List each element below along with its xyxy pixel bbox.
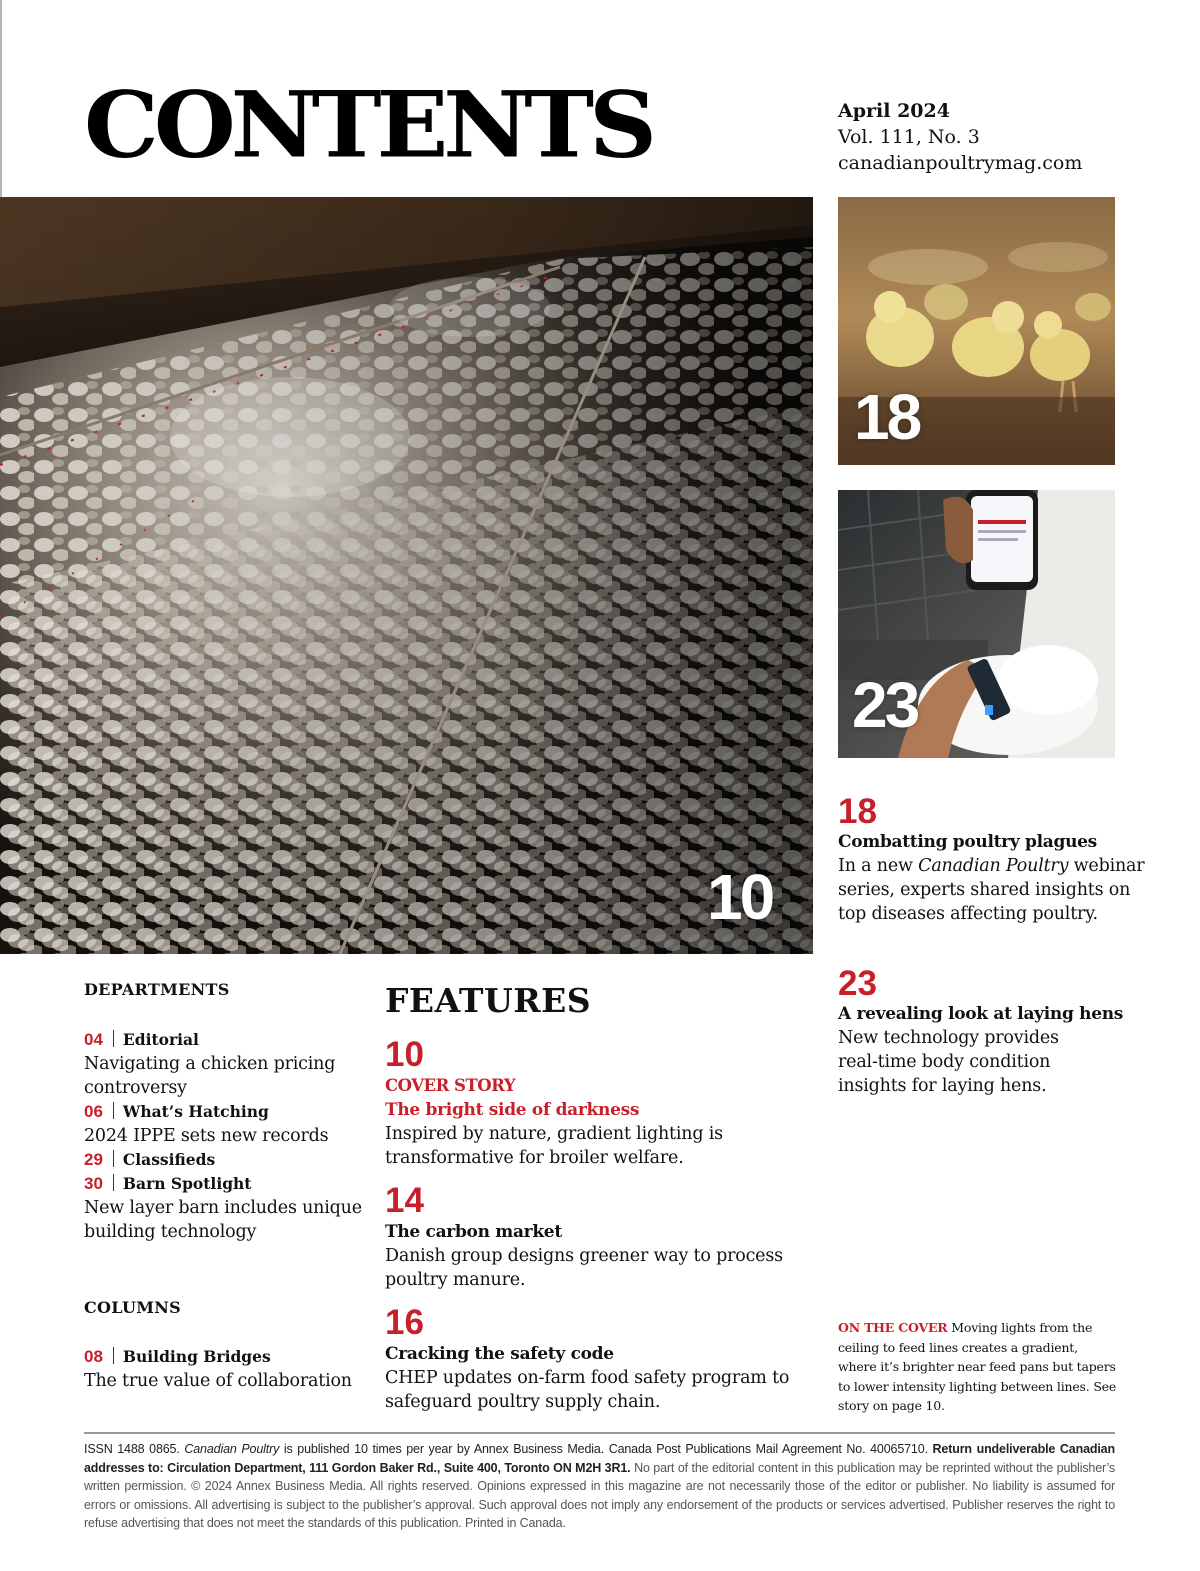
department-page: 29 — [84, 1150, 103, 1169]
columns-list — [84, 1345, 374, 1393]
broiler-barn-image — [0, 197, 813, 954]
description-text: In a new — [838, 856, 919, 876]
feature-item-14[interactable] — [385, 1182, 815, 1292]
departments-list — [84, 1028, 374, 1244]
department-page: 04 — [84, 1030, 103, 1049]
features-title: FEATURES — [385, 981, 592, 1020]
issn-text: ISSN 1488 0865. — [84, 1442, 185, 1456]
column-description: The true value of collaboration — [84, 1371, 352, 1391]
feature-headline: The bright side of darkness — [385, 1100, 640, 1120]
cover-note — [838, 1318, 1118, 1416]
divider — [113, 1150, 114, 1167]
broiler-barn-photo[interactable] — [0, 197, 813, 954]
department-item-classifieds[interactable] — [84, 1148, 374, 1172]
chicks-photo[interactable] — [838, 197, 1115, 465]
feature-page-number-10: 10 — [707, 861, 773, 933]
publication-name: Canadian Poultry — [918, 856, 1069, 876]
department-item-barn-spotlight[interactable] — [84, 1172, 374, 1244]
department-item-whats-hatching[interactable] — [84, 1100, 374, 1148]
divider — [113, 1174, 114, 1191]
feature-headline: Cracking the safety code — [385, 1344, 614, 1364]
column-category: Building Bridges — [122, 1347, 271, 1366]
sidebar-feature-23[interactable] — [838, 966, 1158, 1098]
feature-number: 18 — [838, 792, 877, 831]
department-category: Classifieds — [122, 1150, 216, 1169]
column-page: 08 — [84, 1347, 103, 1366]
published-text: is published 10 times per year by Annex Business Media. Canada Post Publications Mail Agreement No. 40065710. — [279, 1442, 933, 1456]
sidebar-feature-18[interactable] — [838, 794, 1158, 926]
cover-note-label: ON THE COVER — [838, 1320, 948, 1335]
columns-label: COLUMNS — [84, 1298, 181, 1317]
feature-number: 23 — [838, 964, 877, 1003]
department-category: Barn Spotlight — [122, 1174, 252, 1193]
divider — [113, 1102, 114, 1119]
department-item-editorial[interactable] — [84, 1028, 374, 1100]
return-address-text: Return undeliverable Canadian addresses to: Circulation Department, 111 Gordon Baker Rd., Suite 400, Toronto ON M2H 3R1. — [84, 1442, 1115, 1475]
footer-divider — [84, 1432, 1115, 1434]
department-description: New layer barn includes unique building technology — [84, 1198, 362, 1242]
feature-description: Danish group designs greener way to process poultry manure. — [385, 1246, 783, 1290]
departments-label: DEPARTMENTS — [84, 980, 230, 999]
column-item-building-bridges[interactable] — [84, 1345, 374, 1393]
publication-name: Canadian Poultry — [184, 1442, 280, 1456]
feature-number: 10 — [385, 1035, 424, 1074]
feature-description — [838, 854, 1158, 926]
feature-item-16[interactable] — [385, 1304, 815, 1414]
department-description: 2024 IPPE sets new records — [84, 1126, 329, 1146]
divider — [113, 1347, 114, 1364]
description-text: webinar series, experts shared insights on top diseases affecting poultry. — [838, 856, 1145, 924]
feature-headline: A revealing look at laying hens — [838, 1004, 1124, 1024]
issue-date: April 2024 — [838, 100, 950, 122]
website-link[interactable]: canadianpoultrymag.com — [838, 152, 1083, 174]
feature-item-10[interactable] — [385, 1036, 815, 1170]
department-category: Editorial — [122, 1030, 199, 1049]
department-category: What’s Hatching — [122, 1102, 269, 1121]
left-margin-rule — [0, 0, 2, 200]
publication-footer — [84, 1440, 1115, 1533]
feature-page-number-18: 18 — [854, 381, 920, 453]
feature-headline: The carbon market — [385, 1222, 562, 1242]
feature-headline: Combatting poultry plagues — [838, 832, 1097, 852]
phone-hen-photo[interactable] — [838, 490, 1115, 758]
department-page: 06 — [84, 1102, 103, 1121]
feature-number: 16 — [385, 1303, 424, 1342]
issue-info — [838, 98, 1082, 176]
feature-description: Inspired by nature, gradient lighting is transformative for broiler welfare. — [385, 1124, 723, 1168]
cover-note-text: Moving lights from the ceiling to feed lines creates a gradient, where it’s brighter near feed pans but tapers to lower intensity lighting between lines. See story on page 10. — [838, 1320, 1117, 1413]
feature-number: 14 — [385, 1181, 424, 1220]
feature-kicker: COVER STORY — [385, 1076, 516, 1095]
issue-volume: Vol. 111, No. 3 — [838, 126, 980, 148]
legal-text: No part of the editorial content in this publication may be reprinted without the publisher’s written permission. © 2024 Annex Business Media. All rights reserved. Opinions expressed in this magazine are not necessarily those of the editor or publisher. No liability is assumed for errors or omissions. All advertising is subject to the publisher’s approval. Such approval does not imply any endorsement of the products or services advertised. Publisher reserves the right to refuse advertising that does not meet the standards of this publication. Printed in Canada. — [84, 1460, 1115, 1530]
page-title: CONTENTS — [84, 72, 652, 179]
department-page: 30 — [84, 1174, 103, 1193]
feature-description: CHEP updates on-farm food safety program to safeguard poultry supply chain. — [385, 1368, 790, 1412]
divider — [113, 1030, 114, 1047]
department-description: Navigating a chicken pricing controversy — [84, 1054, 336, 1098]
feature-description: New technology provides real-time body condition insights for laying hens. — [838, 1028, 1059, 1096]
feature-page-number-23: 23 — [852, 669, 918, 741]
